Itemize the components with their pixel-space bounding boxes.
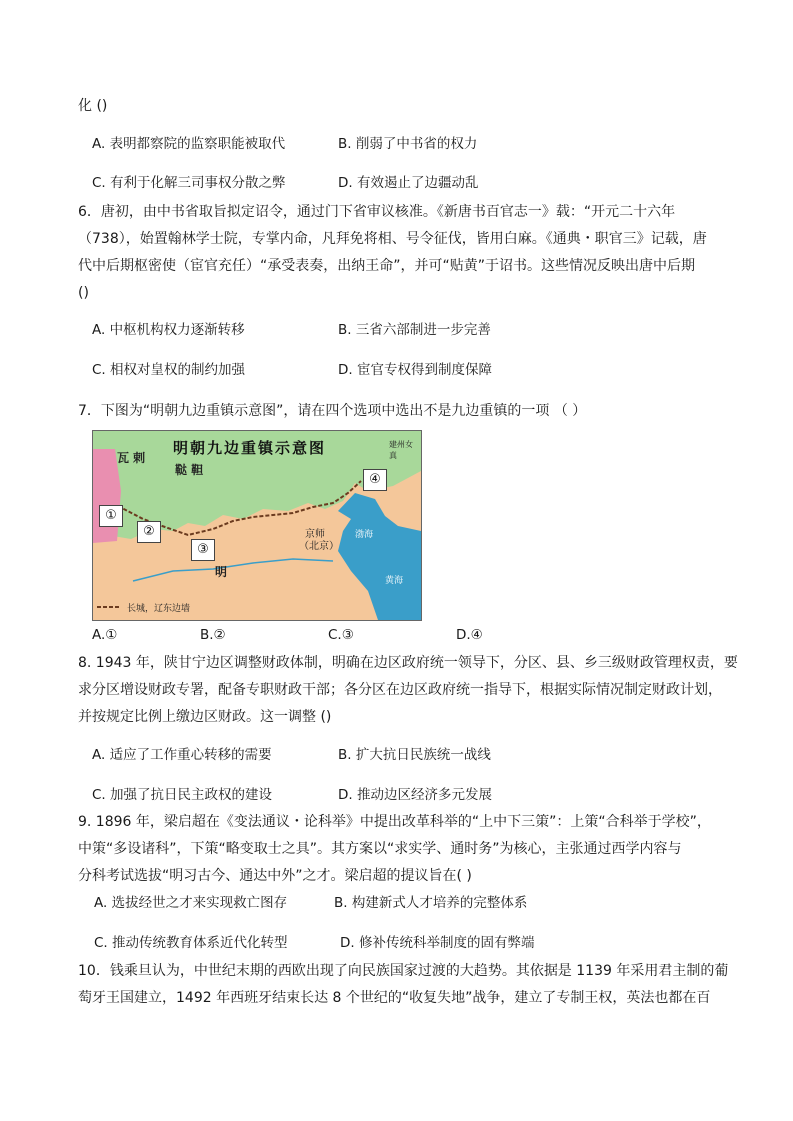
map-label-sea-2: 黄海	[385, 576, 404, 586]
q6-stem-4: ()	[78, 285, 89, 301]
q10-stem-2: 萄牙王国建立，1492 年西班牙结束长达 8 个世纪的“收复失地”战争，建立了专制王权，英法也都在百	[78, 990, 711, 1006]
q9-stem-1: 9. 1896 年，梁启超在《变法通议・论科举》中提出改革科举的“上中下三策”：上策“合科举于学校”，	[78, 814, 711, 830]
q9-option-a[interactable]: A. 选拔经世之才来实现救亡图存	[94, 895, 288, 911]
q8-stem-3: 并按规定比例上缴边区财政。这一调整 ()	[78, 709, 332, 725]
map-legend: 长城，辽东边墙	[127, 604, 191, 614]
q9-option-d[interactable]: D. 修补传统科举制度的固有弊端	[340, 935, 535, 951]
q8-stem-2: 求分区增设财政专署，配备专职财政干部；各分区在边区政府统一指导下，根据实际情况制定财政计划，	[78, 682, 722, 698]
q6-option-b[interactable]: B. 三省六部制进一步完善	[338, 322, 491, 338]
q7-option-c[interactable]: C.③	[328, 627, 354, 643]
q7-option-d[interactable]: D.④	[456, 627, 483, 643]
map-label-jingshi: 京师	[305, 529, 325, 540]
q5-option-d[interactable]: D. 有效遏止了边疆动乱	[338, 175, 479, 191]
q8-option-d[interactable]: D. 推动边区经济多元发展	[338, 787, 492, 803]
map-label-ming: 明	[215, 565, 228, 579]
q6-option-d[interactable]: D. 宦官专权得到制度保障	[338, 362, 492, 378]
q5-option-c[interactable]: C. 有利于化解三司事权分散之弊	[92, 175, 286, 191]
q9-option-c[interactable]: C. 推动传统教育体系近代化转型	[94, 935, 288, 951]
q6-stem-2: （738），始置翰林学士院，专掌内命，凡拜免将相、号令征伐，皆用白麻。《通典・职官三》记载，唐	[78, 231, 707, 247]
q9-option-b[interactable]: B. 构建新式人才培养的完整体系	[334, 895, 528, 911]
q6-stem-3: 代中后期枢密使（宦官充任）“承受表奏，出纳王命”，并可“贴黄”于诏书。这些情况反映出唐中后期	[78, 258, 696, 274]
q8-option-b[interactable]: B. 扩大抗日民族统一战线	[338, 747, 491, 763]
q6-option-c[interactable]: C. 相权对皇权的制约加强	[92, 362, 246, 378]
map-label-beijing: （北京）	[299, 541, 339, 552]
ming-nine-garrisons-map	[92, 430, 422, 621]
map-box-3: ③	[191, 539, 215, 561]
map-title: 明朝九边重镇示意图	[173, 439, 327, 457]
q9-stem-3: 分科考试选拔“明习古今、通达中外”之才。梁启超的提议旨在( )	[78, 868, 472, 884]
map-label-nvzhen: 建州女真	[389, 440, 413, 460]
q8-option-a[interactable]: A. 适应了工作重心转移的需要	[92, 747, 272, 763]
q9-stem-2: 中策“多设诸科”，下策“略变取士之具”。其方案以“求实学、通时务”为核心，主张通过西学内容与	[78, 841, 682, 857]
q10-stem-1: 10．钱乘旦认为，中世纪末期的西欧出现了向民族国家过渡的大趋势。其依据是 1139 年采用君主制的葡	[78, 963, 729, 979]
map-box-4: ④	[363, 469, 387, 491]
q8-stem-1: 8. 1943 年，陕甘宁边区调整财政体制，明确在边区政府统一领导下，分区、县、乡三级财政管理权责，要	[78, 655, 738, 671]
q8-option-c[interactable]: C. 加强了抗日民主政权的建设	[92, 787, 273, 803]
q7-stem: 7．下图为“明朝九边重镇示意图”，请在四个选项中选出不是九边重镇的一项 （ ）	[78, 403, 587, 419]
q5-option-a[interactable]: A. 表明都察院的监察职能被取代	[92, 136, 286, 152]
q5-option-b[interactable]: B. 削弱了中书省的权力	[338, 136, 478, 152]
map-label-wala: 瓦 剌	[117, 451, 146, 465]
q7-option-a[interactable]: A.①	[92, 627, 118, 643]
map-box-1: ①	[99, 505, 123, 527]
map-label-sea-1: 渤海	[355, 530, 374, 540]
q5-tail: 化 ()	[78, 98, 108, 114]
map-box-2: ②	[137, 521, 161, 543]
q6-stem-1: 6．唐初，由中书省取旨拟定诏令，通过门下省审议核准。《新唐书百官志一》载：“开元二十六年	[78, 204, 676, 220]
map-label-dada: 鞑 靼	[175, 463, 204, 477]
q6-option-a[interactable]: A. 中枢机构权力逐渐转移	[92, 322, 245, 338]
q7-option-b[interactable]: B.②	[200, 627, 226, 643]
